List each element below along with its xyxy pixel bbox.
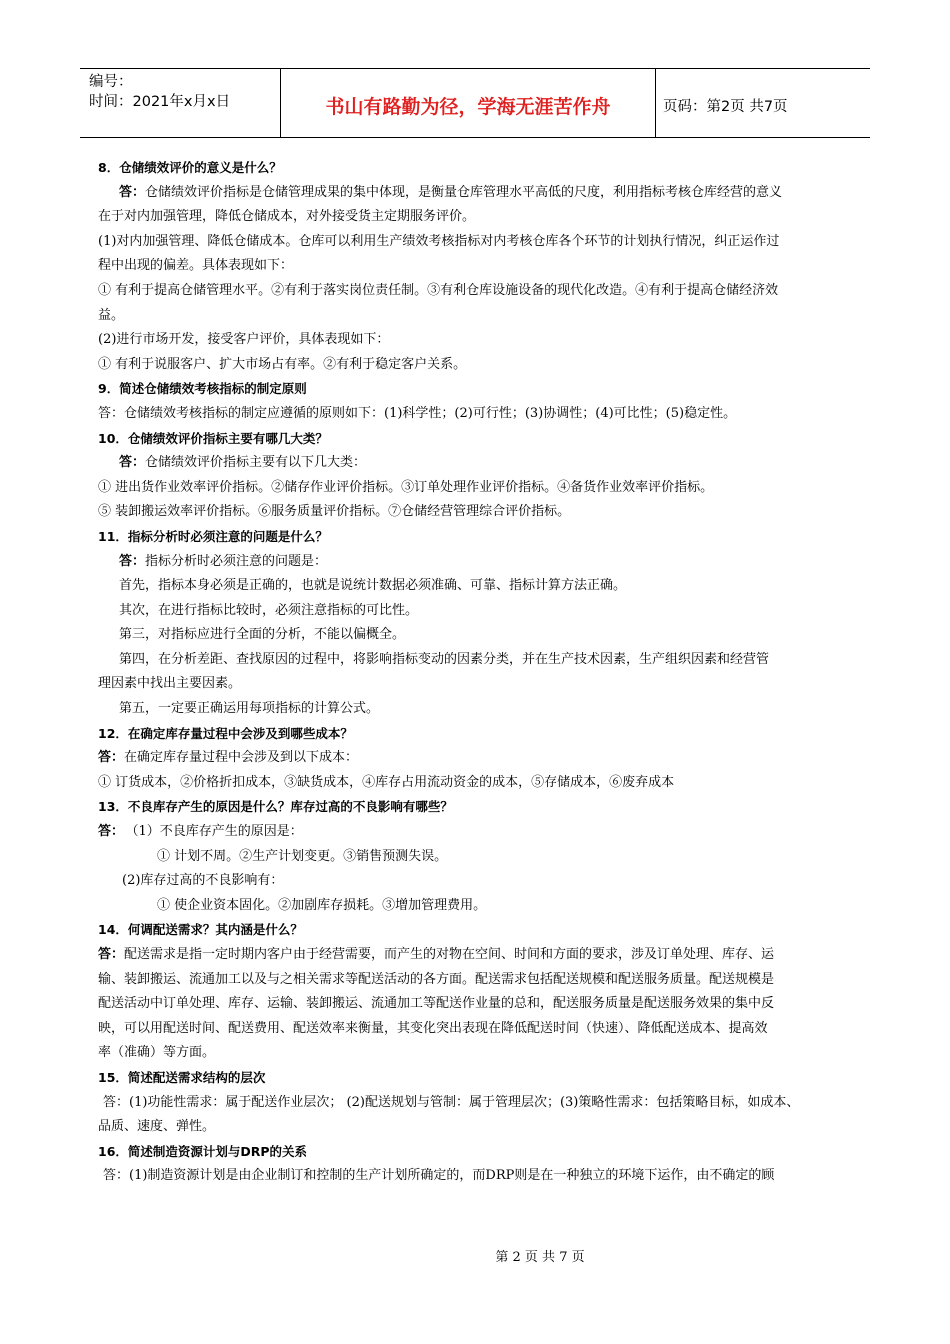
answer-text: 配送需求是指一定时期内客户由于经营需要，而产生的对物在空间、时间和方面的要求，涉及订单处理、库存、运: [124, 947, 775, 962]
question-8-title: 8．仓储绩效评价的意义是什么？: [98, 160, 282, 175]
answer-text: ⑤ 装卸搬运效率评价指标。⑥服务质量评价指标。⑦仓储经营管理综合评价指标。: [98, 504, 571, 520]
answer-text: 第五，一定要正确运用每项指标的计算公式。: [119, 701, 380, 717]
answer-text: 仓储绩效评价指标是仓储管理成果的集中体现，是衡量仓库管理水平高低的尺度，利用指标考核仓库经营的意义: [145, 184, 783, 200]
page-footer: 第 2 页 共 7 页: [495, 1250, 585, 1265]
answer-text: 指标分析时必须注意的问题是：: [145, 553, 328, 569]
question-11-title: 11．指标分析时必须注意的问题是什么？: [98, 528, 328, 544]
answer-text: 其次，在进行指标比较时，必须注意指标的可比性。: [119, 602, 419, 618]
answer-text: 第四，在分析差距、查找原因的过程中，将影响指标变动的因素分类，并在生产技术因素，生产组织因素和经营管: [119, 651, 770, 667]
header-meta: [80, 69, 281, 137]
question-12-title: 12．在确定库存量过程中会涉及到哪些成本？: [98, 725, 353, 741]
answer-text: 答：(1)制造资源计划是由企业制订和控制的生产计划所确定的，而DRP则是在一种独立的环境下运作，由不确定的顾: [103, 1168, 775, 1184]
question-15-title: 15．简述配送需求结构的层次: [98, 1069, 266, 1085]
answer-text: (1)对内加强管理、降低仓储成本。仓库可以利用生产绩效考核指标对内考核仓库各个环节的计划执行情况，纠正运作过: [98, 233, 780, 249]
header-number: 编号：: [89, 74, 133, 90]
answer-text: 答：仓储绩效考核指标的制定应遵循的原则如下：(1)科学性；(2)可行性；(3)协调性；(4)可比性；(5)稳定性。: [98, 405, 737, 421]
answer-text: 理因素中找出主要因素。: [98, 676, 242, 692]
answer-label: 答：: [119, 553, 146, 569]
answer-text: 答：(1)功能性需求：属于配送作业层次； (2)配送规划与管制：属于管理层次；(3)策略性需求：包括策略目标，如成本、: [103, 1094, 800, 1110]
question-16-title: 16．简述制造资源计划与DRP的关系: [98, 1143, 308, 1159]
answer-text: ① 进出货作业效率评价指标。②储存作业评价指标。③订单处理作业评价指标。④备货作业效率评价指标。: [98, 479, 714, 495]
answer-text: 映，可以用配送时间、配送费用、配送效率来衡量，其变化突出表现在降低配送时间（快速）、降低配送成本、提高效: [98, 1020, 768, 1036]
answer-label: 答：: [119, 455, 146, 471]
answer-text: 输、装卸搬运、流通加工以及与之相关需求等配送活动的各方面。配送需求包括配送规模和配送服务质量。配送规模是: [98, 971, 775, 987]
header-motto: 书山有路勤为径，学海无涯苦作舟: [281, 69, 656, 137]
answer-text: 配送活动中订单处理、库存、运输、装卸搬运、流通加工等配送作业量的总和，配送服务质量是配送服务效果的集中反: [98, 996, 775, 1012]
answer-text: 在确定库存量过程中会涉及到以下成本：: [124, 750, 359, 766]
answer-text: ① 有利于提高仓储管理水平。②有利于落实岗位责任制。③有利仓库设施设备的现代化改造。④有利于提高仓储经济效: [98, 282, 779, 298]
answer-text: 程中出现的偏差。具体表现如下：: [98, 258, 294, 274]
answer-text: ① 计划不周。②生产计划变更。③销售预测失误。: [157, 848, 448, 864]
answer-text: 第三，对指标应进行全面的分析，不能以偏概全。: [119, 627, 406, 643]
answer-label: 答：: [98, 750, 125, 766]
answer-label: 答：: [119, 184, 146, 200]
header-page-number: 页码：第2页 共7页: [663, 98, 788, 115]
answer-label: 答：: [98, 824, 125, 840]
question-13-title: 13．不良库存产生的原因是什么？库存过高的不良影响有哪些？: [98, 799, 453, 815]
answer-text: ① 订货成本，②价格折扣成本，③缺货成本，④库存占用流动资金的成本，⑤存储成本，⑥废弃成本: [98, 774, 675, 790]
question-10-title: 10．仓储绩效评价指标主要有哪几大类？: [98, 430, 328, 446]
answer-text: (2)进行市场开发，接受客户评价，具体表现如下：: [98, 332, 390, 348]
answer-text: 品质、速度、弹性。: [98, 1119, 216, 1135]
answer-text: 首先，指标本身必须是正确的，也就是说统计数据必须准确、可靠、指标计算方法正确。: [119, 578, 627, 594]
answer-text: ① 有利于说服客户、扩大市场占有率。②有利于稳定客户关系。: [98, 356, 467, 372]
document-body: [98, 156, 854, 1189]
question-14-title: 14．何调配送需求？其内涵是什么？: [98, 922, 303, 938]
answer-text: （1）不良库存产生的原因是：: [132, 824, 303, 840]
header-time: 时间：2021年x月x日: [89, 94, 231, 110]
question-9-title: 9．简述仓储绩效考核指标的制定原则: [98, 381, 307, 397]
answer-text: 益。: [98, 307, 125, 323]
page-header: [80, 68, 870, 138]
answer-text: 在于对内加强管理，降低仓储成本，对外接受货主定期服务评价。: [98, 209, 476, 225]
answer-text: (2)库存过高的不良影响有：: [122, 873, 284, 889]
answer-label: 答：: [98, 947, 125, 962]
answer-text: ① 使企业资本固化。②加剧库存损耗。③增加管理费用。: [157, 897, 487, 913]
answer-text: 率（准确）等方面。: [98, 1045, 216, 1061]
answer-text: 仓储绩效评价指标主要有以下几大类：: [145, 455, 367, 471]
